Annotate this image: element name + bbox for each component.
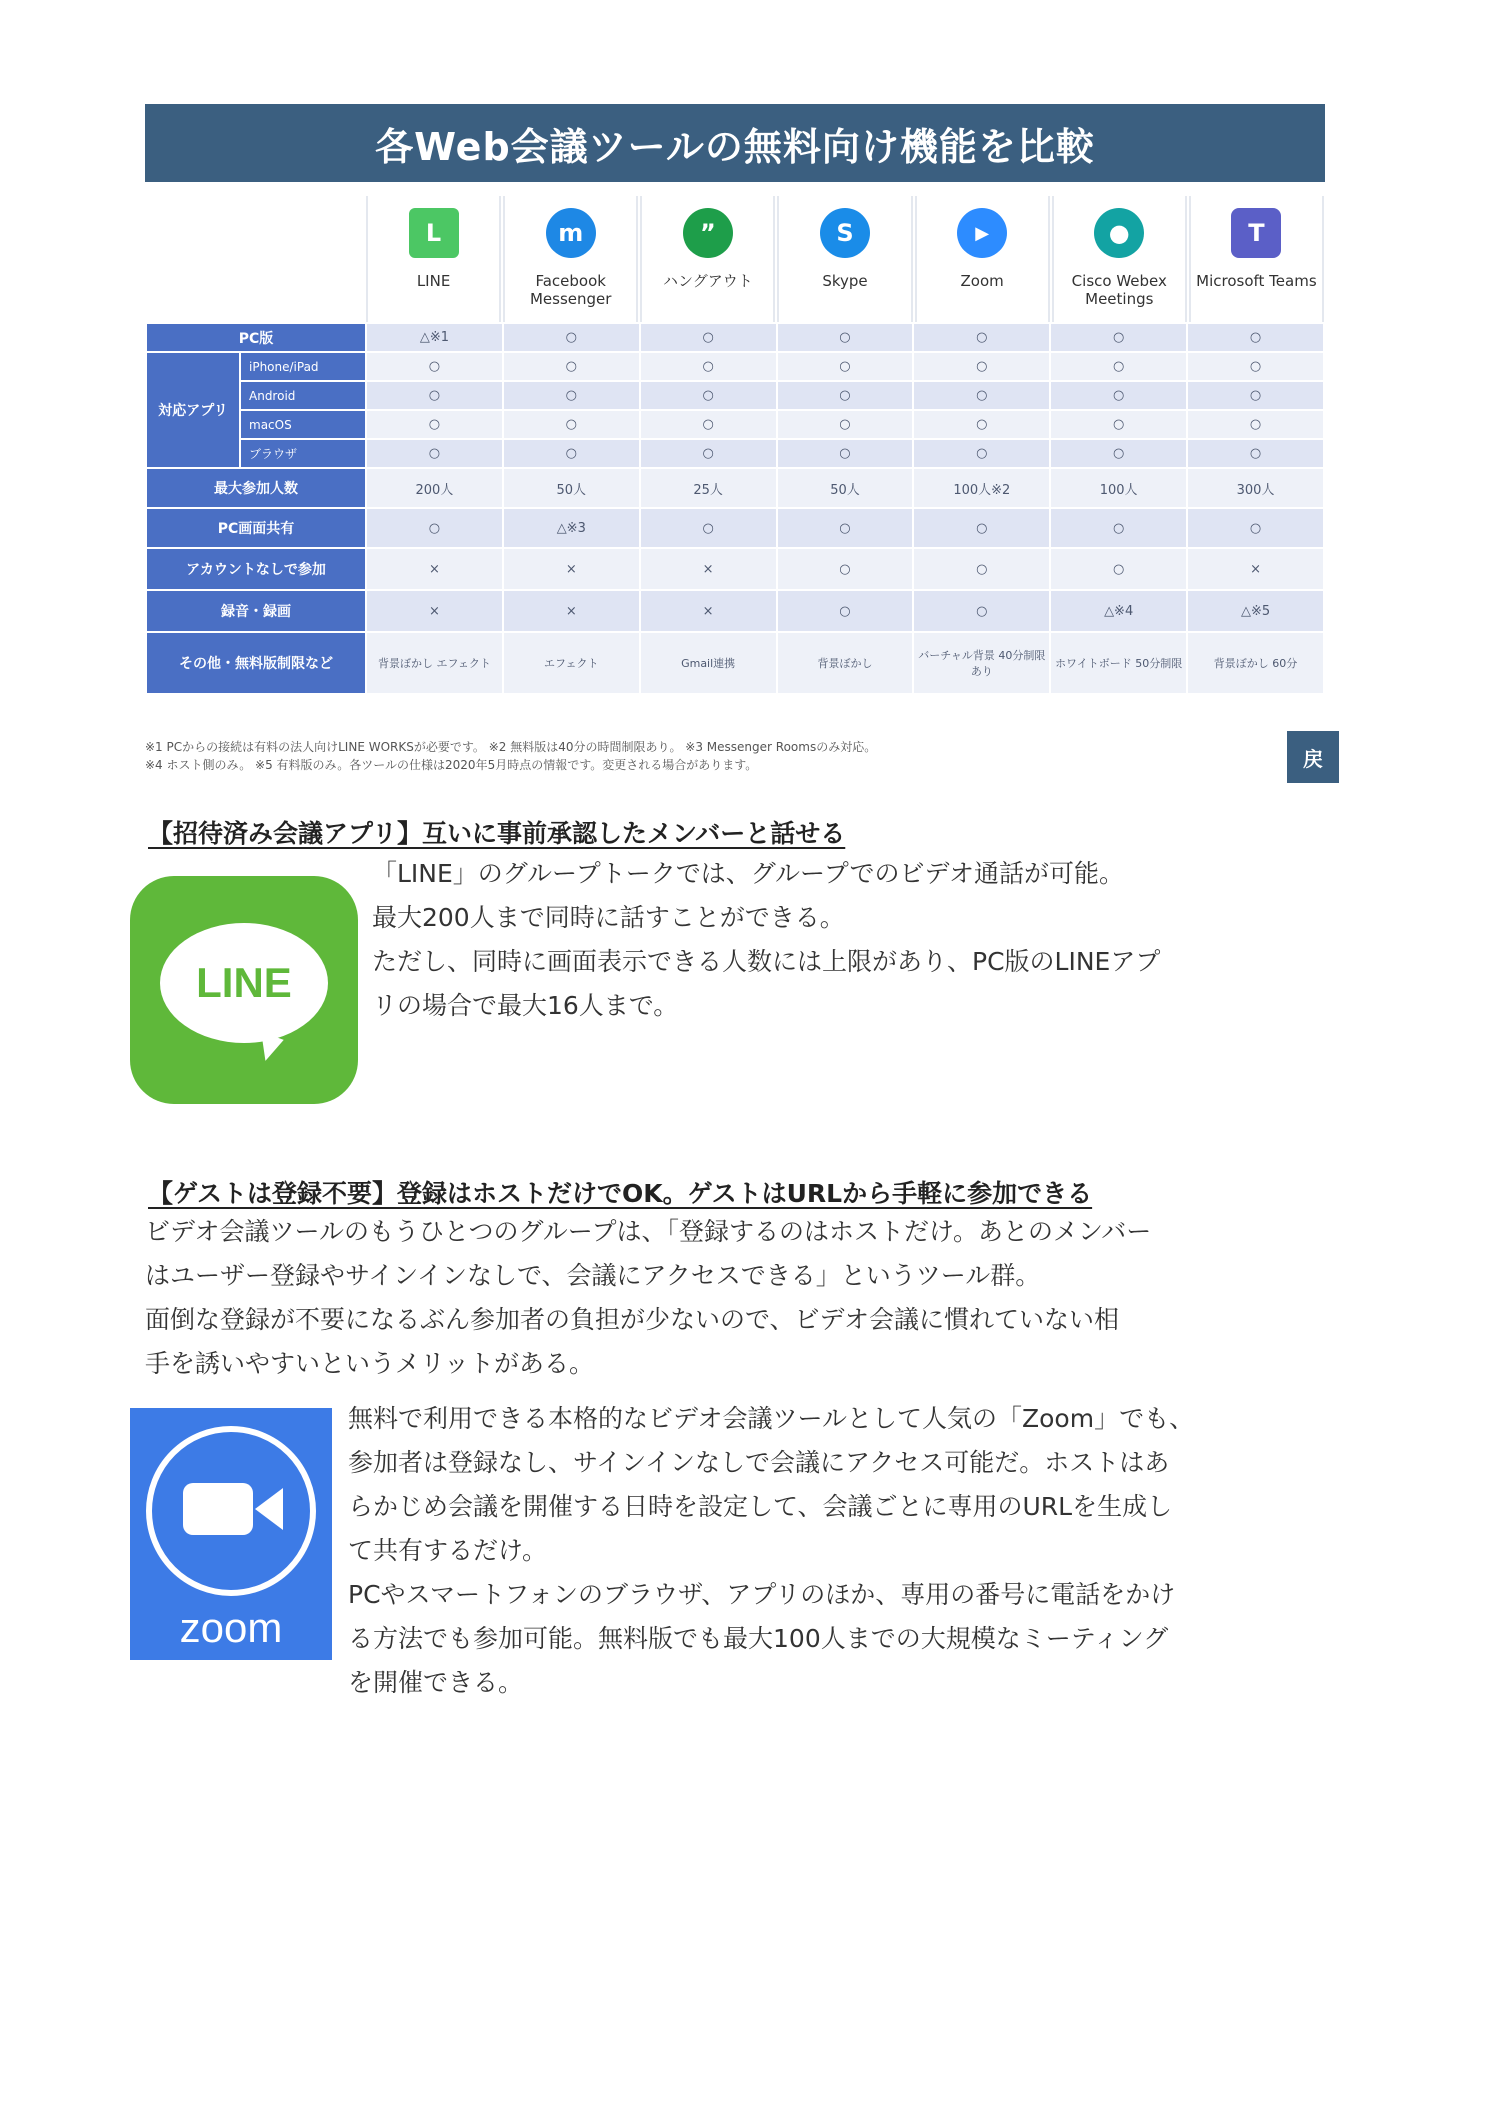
table-cell: ○ xyxy=(914,549,1049,589)
comparison-grid xyxy=(145,322,1325,695)
paragraph-line: リの場合で最大16人まで。 xyxy=(372,991,679,1020)
app-col-messenger xyxy=(503,196,638,322)
table-cell: ○ xyxy=(1051,411,1186,438)
table-cell: ○ xyxy=(778,440,913,467)
table-cell: 300人 xyxy=(1188,469,1323,507)
table-cell: ○ xyxy=(778,509,913,547)
app-col-webex xyxy=(1052,196,1187,322)
skype-app-icon: S xyxy=(820,208,870,258)
table-cell: △※1 xyxy=(367,324,502,351)
comparison-table xyxy=(145,196,1325,695)
table-cell: 背景ぼかし 60分 xyxy=(1188,633,1323,693)
table-cell: △※5 xyxy=(1188,591,1323,631)
table-cell: ○ xyxy=(914,411,1049,438)
table-cell: × xyxy=(641,591,776,631)
table-cell: ○ xyxy=(1188,382,1323,409)
line-logo-icon xyxy=(130,876,358,1104)
table-cell: ○ xyxy=(1051,440,1186,467)
table-cell: ○ xyxy=(367,509,502,547)
row-header: PC版 xyxy=(147,324,365,351)
table-cell: ○ xyxy=(1051,324,1186,351)
table-cell: ○ xyxy=(778,382,913,409)
table-row xyxy=(147,469,1323,507)
app-col-teams xyxy=(1189,196,1324,322)
paragraph-line: 「LINE」のグループトークでは、グループでのビデオ通話が可能。 xyxy=(372,859,1125,888)
table-cell: ○ xyxy=(1051,509,1186,547)
table-cell: 200人 xyxy=(367,469,502,507)
table-cell: ○ xyxy=(1051,353,1186,380)
section2-body xyxy=(348,1397,1338,1705)
section2-heading: 【ゲストは登録不要】登録はホストだけでOK。ゲストはURLから手軽に参加できる xyxy=(148,1179,1093,1208)
table-cell: ○ xyxy=(641,353,776,380)
table-cell: ○ xyxy=(504,324,639,351)
app-name: Cisco Webex Meetings xyxy=(1071,272,1167,308)
table-cell: ○ xyxy=(1188,324,1323,351)
table-cell: ○ xyxy=(778,549,913,589)
table-cell: △※3 xyxy=(504,509,639,547)
app-col-zoom xyxy=(915,196,1050,322)
table-cell: 50人 xyxy=(504,469,639,507)
table-cell: ○ xyxy=(1188,411,1323,438)
table-cell: ○ xyxy=(367,353,502,380)
app-name: ハングアウト xyxy=(663,272,753,290)
paragraph-line: PCやスマートフォンのブラウザ、アプリのほか、専用の番号に電話をかけ xyxy=(348,1580,1176,1609)
table-row xyxy=(147,633,1323,693)
paragraph-line: を開催できる。 xyxy=(348,1668,524,1697)
line-app-icon: L xyxy=(409,208,459,258)
zoom-app-icon: ▶ xyxy=(957,208,1007,258)
table-cell: 100人※2 xyxy=(914,469,1049,507)
section1-heading: 【招待済み会議アプリ】互いに事前承認したメンバーと話せる xyxy=(148,819,846,848)
zoom-logo-icon xyxy=(130,1408,332,1660)
table-footnote xyxy=(145,738,1145,774)
table-row xyxy=(147,440,1323,467)
paragraph-line: 最大200人まで同時に話すことができる。 xyxy=(372,903,845,932)
table-cell: × xyxy=(1188,549,1323,589)
table-cell: ○ xyxy=(914,382,1049,409)
app-col-line xyxy=(366,196,501,322)
table-row xyxy=(147,509,1323,547)
table-cell: ○ xyxy=(1051,382,1186,409)
table-cell: × xyxy=(504,549,639,589)
paragraph-line: 面倒な登録が不要になるぶん参加者の負担が少ないので、ビデオ会議に慣れていない相 xyxy=(145,1305,1120,1334)
table-cell: ○ xyxy=(778,591,913,631)
paragraph-line: はユーザー登録やサインインなしで、会議にアクセスできる」というツール群。 xyxy=(145,1261,1041,1290)
table-cell: ○ xyxy=(1188,440,1323,467)
table-cell: ○ xyxy=(504,382,639,409)
table-row xyxy=(147,549,1323,589)
table-cell: 50人 xyxy=(778,469,913,507)
app-name: LINE xyxy=(416,272,451,290)
table-cell: 背景ぼかし エフェクト xyxy=(367,633,502,693)
table-cell: ○ xyxy=(367,440,502,467)
line-logo-text: LINE xyxy=(196,959,292,1006)
table-cell: 100人 xyxy=(1051,469,1186,507)
speech-bubble-icon xyxy=(160,923,328,1043)
table-cell: Gmail連携 xyxy=(641,633,776,693)
app-name: Zoom xyxy=(960,272,1004,290)
table-cell: ○ xyxy=(914,591,1049,631)
paragraph-line: らかじめ会議を開催する日時を設定して、会議ごとに専用のURLを生成し xyxy=(348,1492,1173,1521)
table-row xyxy=(147,411,1323,438)
table-cell: 背景ぼかし xyxy=(778,633,913,693)
paragraph-line: ビデオ会議ツールのもうひとつのグループは、「登録するのはホストだけ。あとのメンバー xyxy=(145,1217,1152,1246)
row-subheader: Android xyxy=(241,382,365,409)
table-cell: ホワイトボード 50分制限 xyxy=(1051,633,1186,693)
row-header: その他・無料版制限など xyxy=(147,633,365,693)
table-cell: ○ xyxy=(504,411,639,438)
row-subheader: ブラウザ xyxy=(241,440,365,467)
table-cell: ○ xyxy=(367,382,502,409)
paragraph-line: る方法でも参加可能。無料版でも最大100人までの大規模なミーティング xyxy=(348,1624,1169,1653)
camera-lens-icon xyxy=(255,1488,283,1530)
row-subheader: iPhone/iPad xyxy=(241,353,365,380)
table-cell: ○ xyxy=(778,324,913,351)
app-name: Facebook Messenger xyxy=(529,272,612,308)
row-subheader: macOS xyxy=(241,411,365,438)
paragraph-line: ただし、同時に画面表示できる人数には上限があり、PC版のLINEアプ xyxy=(372,947,1161,976)
app-col-skype xyxy=(777,196,912,322)
table-cell: ○ xyxy=(1051,549,1186,589)
table-cell: エフェクト xyxy=(504,633,639,693)
footnote-line: ※1 PCからの接続は有料の法人向けLINE WORKSが必要です。 ※2 無料版は40分の時間制限あり。 ※3 Messenger Roomsのみ対応。 xyxy=(145,740,877,754)
app-header-row xyxy=(365,196,1325,322)
table-row xyxy=(147,591,1323,631)
back-button[interactable]: 戻 xyxy=(1287,731,1339,783)
row-group-header: 対応アプリ xyxy=(147,353,239,467)
table-cell: ○ xyxy=(914,440,1049,467)
section2-intro xyxy=(145,1210,1345,1386)
table-cell: ○ xyxy=(641,324,776,351)
section1-body xyxy=(372,852,1332,1028)
table-cell: ○ xyxy=(504,440,639,467)
zoom-logo-text: zoom xyxy=(179,1604,283,1651)
paragraph-line: 無料で利用できる本格的なビデオ会議ツールとして人気の「Zoom」でも、 xyxy=(348,1404,1195,1433)
video-camera-icon xyxy=(183,1483,253,1535)
table-cell: ○ xyxy=(1188,353,1323,380)
table-cell: ○ xyxy=(504,353,639,380)
table-cell: △※4 xyxy=(1051,591,1186,631)
table-cell: ○ xyxy=(914,509,1049,547)
table-cell: バーチャル背景 40分制限あり xyxy=(914,633,1049,693)
table-cell: ○ xyxy=(914,324,1049,351)
table-cell: ○ xyxy=(1188,509,1323,547)
webex-app-icon: ● xyxy=(1094,208,1144,258)
table-cell: × xyxy=(367,549,502,589)
paragraph-line: 手を誘いやすいというメリットがある。 xyxy=(145,1349,595,1378)
app-name: Microsoft Teams xyxy=(1196,272,1317,290)
row-header: アカウントなしで参加 xyxy=(147,549,365,589)
table-cell: ○ xyxy=(641,509,776,547)
table-cell: ○ xyxy=(778,353,913,380)
table-row xyxy=(147,353,1323,380)
table-cell: × xyxy=(641,549,776,589)
table-cell: ○ xyxy=(778,411,913,438)
messenger-app-icon: m xyxy=(546,208,596,258)
table-cell: ○ xyxy=(641,382,776,409)
table-row xyxy=(147,382,1323,409)
page-title: 各Web会議ツールの無料向け機能を比較 xyxy=(145,104,1325,182)
table-cell: ○ xyxy=(367,411,502,438)
table-cell: ○ xyxy=(641,440,776,467)
table-row xyxy=(147,324,1323,351)
table-cell: × xyxy=(367,591,502,631)
paragraph-line: 参加者は登録なし、サインインなしで会議にアクセス可能だ。ホストはあ xyxy=(348,1448,1170,1477)
app-col-hangouts xyxy=(640,196,775,322)
paragraph-line: て共有するだけ。 xyxy=(348,1536,548,1565)
table-cell: × xyxy=(504,591,639,631)
teams-app-icon: T xyxy=(1231,208,1281,258)
row-header: PC画面共有 xyxy=(147,509,365,547)
table-cell: ○ xyxy=(641,411,776,438)
app-name: Skype xyxy=(822,272,868,290)
footnote-line: ※4 ホスト側のみ。 ※5 有料版のみ。各ツールの仕様は2020年5月時点の情報です。変更される場合があります。 xyxy=(145,758,758,772)
table-cell: 25人 xyxy=(641,469,776,507)
hangouts-app-icon: ” xyxy=(683,208,733,258)
table-cell: ○ xyxy=(914,353,1049,380)
row-header: 最大参加人数 xyxy=(147,469,365,507)
row-header: 録音・録画 xyxy=(147,591,365,631)
